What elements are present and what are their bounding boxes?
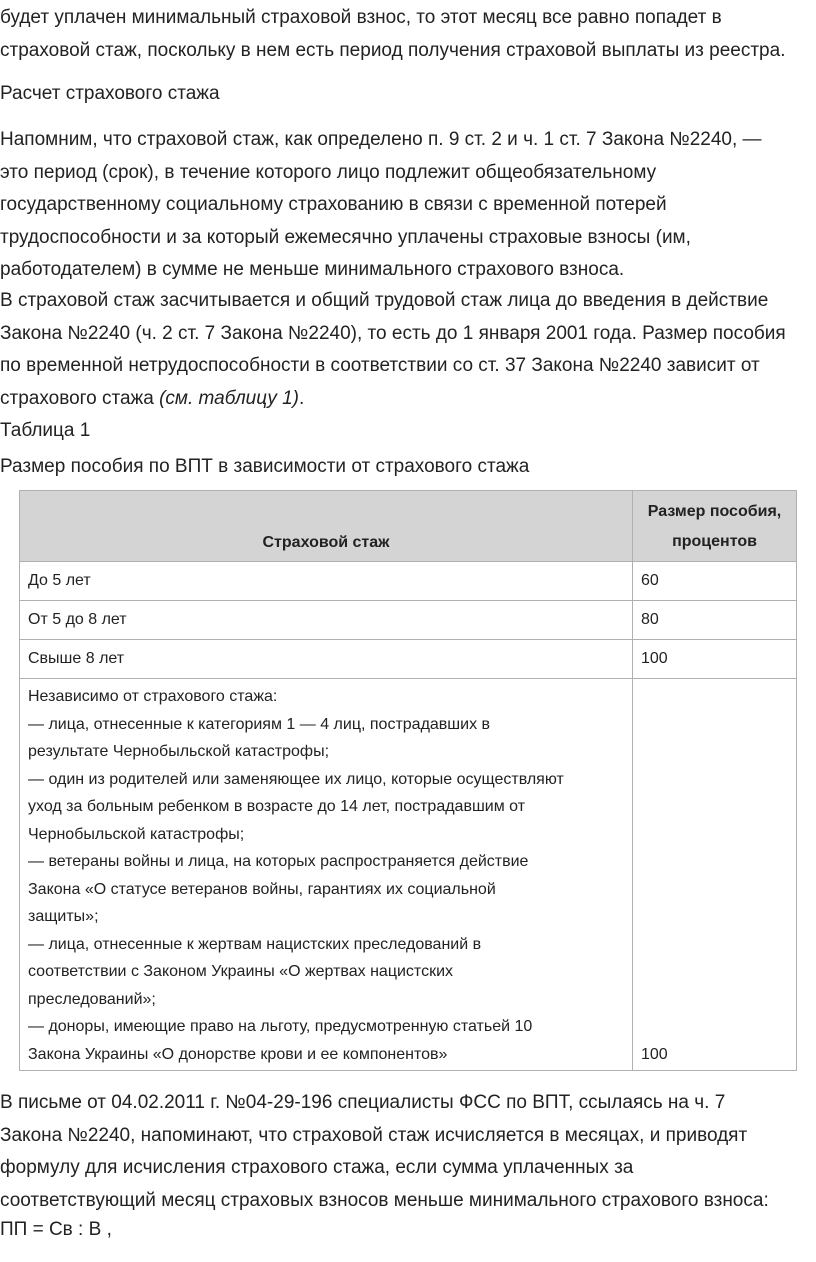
cell-text-line: — доноры, имеющие право на льготу, предусмотренную статьей 10 [28,1018,533,1035]
cell-stazh: Свыше 8 лет [20,640,633,679]
text-line: работодателем) в сумме не меньше минимального страхового взноса. [0,259,625,280]
cell-text-line: — лица, отнесенные к жертвам нацистских преследований в [28,935,482,953]
cell-text-line: уход за больным ребенком в возрасте до 14 лет, пострадавшим от [28,798,526,815]
cell-text-line: преследований»; [28,990,156,1008]
text-line: В письме от 04.02.2011 г. №04-29-196 специалисты ФСС по ВПТ, ссылаясь на ч. 7 [0,1092,726,1113]
cell-text-line: — ветераны войны и лица, на которых распространяется действие [28,853,529,870]
table-row [20,601,797,640]
cell-percent: 80 [633,601,797,640]
text-line: трудоспособности и за который ежемесячно уплачены страховые взносы (им, [0,226,691,248]
cell-text-line: — один из родителей или заменяющее их лицо, которые осуществляют [28,770,564,788]
cell-stazh: До 5 лет [20,562,633,601]
text-line: Закона №2240 (ч. 2 ст. 7 Закона №2240), то есть до 1 января 2001 года. Размер пособия [0,322,786,344]
table-caption: Размер пособия по ВПТ в зависимости от страхового стажа [0,456,530,477]
table-header-row [20,491,797,562]
cell-text-line: соответствии с Законом Украины «О жертвах нацистских [28,963,454,980]
section-heading: Расчет страхового стажа [0,83,220,104]
table-row-exceptions [20,679,797,1071]
header-percent [633,491,797,562]
cell-exceptions [20,679,633,1071]
cell-text-line: защиты»; [28,908,99,925]
header-text-line: процентов [672,533,757,550]
text-line: государственному социальному страхованию в связи с временной потерей [0,194,667,215]
header-text-line: Размер пособия, [647,503,782,520]
text-line: Напомним, что страховой стаж, как определено п. 9 ст. 2 и ч. 1 ст. 7 Закона №2240, — [0,129,762,150]
cell-text-line: Независимо от страхового стажа: [28,688,278,705]
cell-percent: 100 [633,679,797,1071]
table-row [20,640,797,679]
text-line: В страховой стаж засчитывается и общий трудовой стаж лица до введения в действие [0,290,769,311]
table-reference: (см. таблицу 1) [159,387,300,409]
cell-text-line: Закона Украины «О донорстве крови и ее компонентов» [28,1045,448,1063]
cell-percent: 60 [633,562,797,601]
text-fragment: . [299,387,305,409]
table-label: Таблица 1 [0,420,91,441]
cell-percent: 100 [633,640,797,679]
definition-paragraph [0,124,812,287]
cell-stazh: От 5 до 8 лет [20,601,633,640]
cell-text-line: — лица, отнесенные к категориям 1 — 4 лиц, пострадавших в [28,715,491,733]
intro-paragraph [0,2,812,67]
cell-text-line: Закона «О статусе ветеранов войны, гарантиях их социальной [28,880,496,898]
cell-text-line: результате Чернобыльской катастрофы; [28,743,330,760]
text-line: будет уплачен минимальный страховой взнос, то этот месяц все равно попадет в [0,7,722,28]
text-fragment: страхового стажа [0,387,160,409]
stazh-paragraph [0,285,812,448]
text-line: по временной нетрудоспособности в соответствии со ст. 37 Закона №2240 зависит от [0,355,760,376]
benefit-table [19,490,797,1071]
formula: ПП = Св : В , [0,1219,112,1240]
letter-paragraph [0,1087,812,1217]
header-stazh: Страховой стаж [20,491,633,562]
text-line: это период (срок), в течение которого лицо подлежит общеобязательному [0,161,657,183]
table-row [20,562,797,601]
text-line: страховой стаж, поскольку в нем есть период получения страховой выплаты из реестра. [0,39,786,61]
text-line [0,383,812,416]
text-line: Закона №2240, напоминают, что страховой стаж исчисляется в месяцах, и приводят [0,1124,748,1146]
text-line: соответствующий месяц страховых взносов меньше минимального страхового взноса: [0,1189,769,1211]
text-line: формулу для исчисления страхового стажа, если сумма уплаченных за [0,1157,634,1178]
cell-text-line: Чернобыльской катастрофы; [28,825,245,843]
